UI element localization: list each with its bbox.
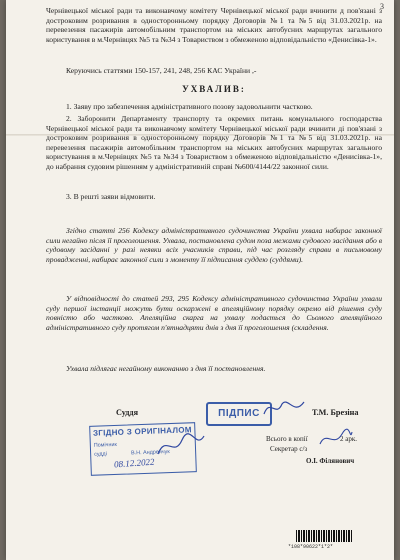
barcode-text: *108*90622*1*2*: [288, 544, 334, 550]
barcode: [296, 530, 352, 542]
signature-stamp: ПІДПИС: [206, 402, 272, 426]
execution-paragraph: Ухвала підлягає негайному виконанню з дня її постановлення.: [66, 364, 266, 373]
copy-stamp-court: судді: [94, 451, 107, 458]
copy-note-count: 2 арк.: [340, 435, 358, 443]
judge-signature: [262, 396, 306, 420]
intro-paragraph: Чернівецької міської ради та виконавчому комітету Чернівецької міської ради вчинити д пов'язані з достроковим розривання в односторонньому порядку Договорів №1 та №5 від 31.03.2021р. на перевезення пасажирів автомобільним транспортом на міських автобусних маршрутах загального користування в м.Чернівцях №5 та №34 з Товариством з обмеженою відповідальністю «Денисівка-1».: [46, 6, 382, 44]
edge-mark: 3: [380, 2, 384, 11]
appeal-paragraph: У відповідності до статей 293, 295 Кодексу адміністративного судочинства України ухвали суду першої інстанції можуть бути оскаржені в апеляційному порядку окремо від рішення суду повністю або частково. Апеляційна скарга на ухвалу подається до Сьомого апеляційного адміністративного суду протягом п'ятнадцяти днів з дня її проголошення (складення.: [46, 294, 382, 332]
legal-basis: Керуючись статтями 150-157, 241, 248, 256 КАС України ,-: [66, 66, 257, 75]
copy-note-secretary: Секретар с/з: [270, 445, 308, 453]
document-page: [6, 0, 394, 560]
resolution-item-1: 1. Заяву про забезпечення адміністративного позову задовольнити частково.: [66, 102, 313, 111]
judge-name: Т.М. Брезіна: [312, 408, 359, 417]
copy-stamp-title: ЗГІДНО З ОРИГІНАЛОМ: [92, 425, 192, 438]
resolution-heading: УХВАЛИВ:: [182, 84, 246, 94]
copy-stamp-name: В.Н. Андрейчук: [131, 449, 170, 457]
resolution-item-2: 2. Заборонити Департаменту транспорту та окремих питань комунального господарства Чернівецької міської ради та виконавчому комітету Чернівецької міської ради вчинити ді пов'язані з достроковим розривання в односторонньому порядку Договорів №1 та №5 від 31.03.2021р. на перевезення пасажирів автомобільним транспортом на міських автобусних маршрутах загального користування в м.Чернівцях №5 та №34 з Товариством з обмеженою відповідальністю «Денисівка-1», до набрання судовим рішенням у адміністративній справі №600/4144/22 законної сили.: [46, 114, 382, 171]
resolution-item-3: 3. В решті заяви відмовити.: [66, 192, 156, 201]
handwritten-date: 08.12.2022: [113, 456, 155, 470]
copy-stamp-role: Помічник: [93, 441, 117, 449]
entry-into-force-paragraph: Згідно статті 256 Кодексу адміністративного судочинства України ухвала набирає законної сили негайно після її проголошення. Ухвала, постановлена судом поза межами судового засідання або в судовому засіданні у разі неявки всіх учасників справи, під час розгляду справи в письмовому провадженні, набирає законної сили з моменту її підписання суддею (суддями).: [46, 226, 382, 264]
secretary-signature: [318, 428, 354, 450]
secretary-name: О.І. Філянович: [306, 457, 355, 465]
copy-note-total: Всього в копії: [266, 435, 308, 443]
assistant-signature: [156, 430, 206, 460]
judge-label: Суддя: [116, 408, 138, 417]
